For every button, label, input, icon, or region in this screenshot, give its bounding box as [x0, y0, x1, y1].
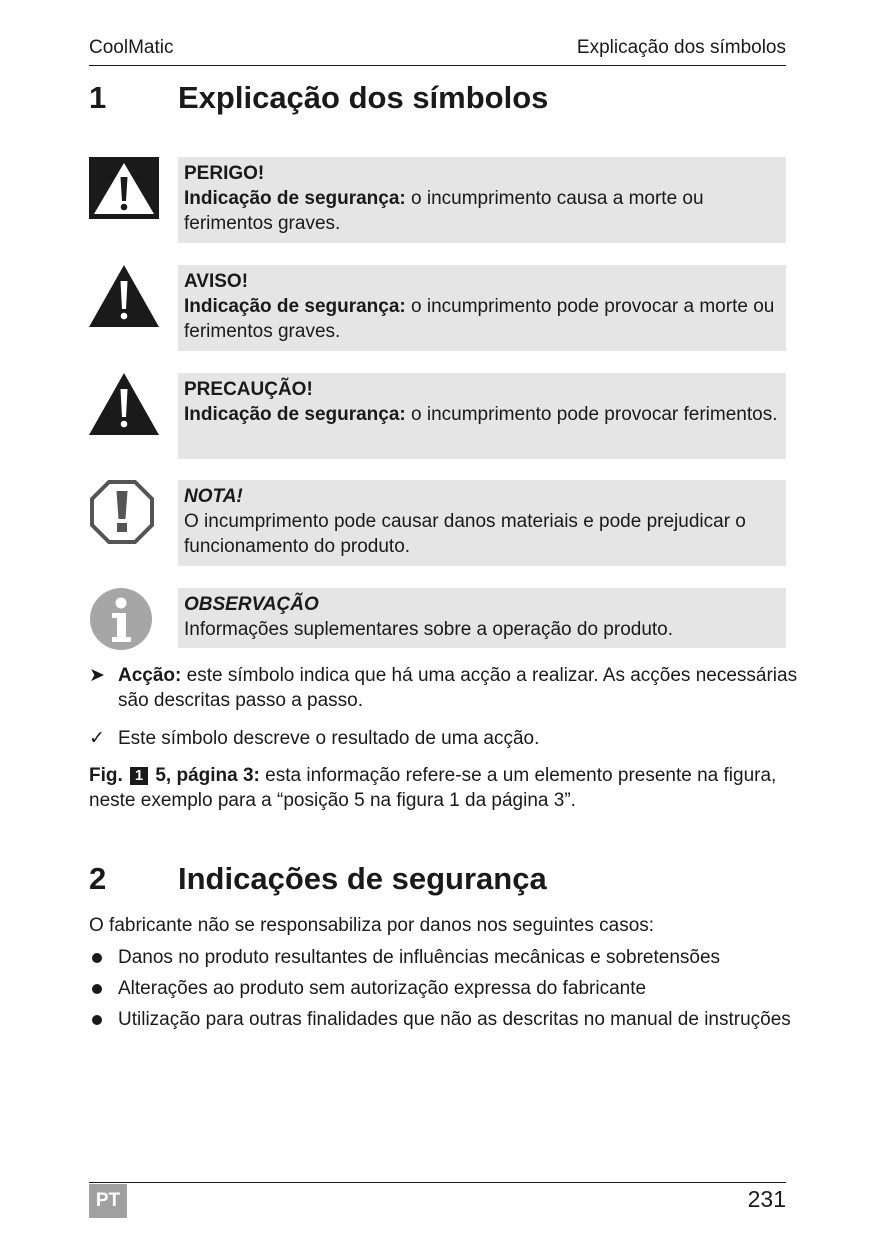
page-number: 231: [747, 1186, 786, 1212]
list-item-text: Alterações ao produto sem autorização expressa do fabricante: [118, 978, 647, 999]
figure-number-badge: 1: [130, 767, 148, 785]
info-circle-icon: [89, 587, 153, 651]
bullet-icon: [92, 984, 102, 994]
warning-title: AVISO!: [184, 271, 249, 292]
danger-title: PERIGO!: [184, 163, 265, 184]
language-badge: PT: [89, 1184, 127, 1218]
bullet-icon: [92, 1015, 102, 1025]
action-paragraph: [89, 663, 815, 713]
list-item: [89, 976, 815, 1001]
figref-text: esta informação refere-se a um elemento presente na figura, neste exemplo para a “posição 5 na figura 1 da página 3”.: [89, 765, 777, 811]
info-note-box: [178, 588, 786, 648]
caution-title: PRECAUÇÃO!: [184, 379, 313, 400]
bullet-icon: [92, 953, 102, 963]
section-2-intro: O fabricante não se responsabiliza por danos nos seguintes casos:: [89, 915, 655, 936]
result-paragraph: [89, 726, 815, 751]
arrow-right-icon: ➤: [89, 665, 105, 686]
action-text: este símbolo indica que há uma acção a realizar. As acções necessárias são descritas passo a passo.: [118, 665, 798, 711]
section-1-title: Explicação dos símbolos: [178, 80, 549, 115]
section-1-number: 1: [89, 80, 107, 115]
notice-octagon-icon: [89, 479, 155, 545]
header-section-name: Explicação dos símbolos: [576, 37, 786, 58]
danger-note-box: [178, 157, 786, 243]
notice-note-box: [178, 480, 786, 566]
list-item: [89, 945, 815, 970]
figref-label-prefix: Fig.: [89, 765, 123, 786]
checkmark-icon: ✓: [89, 728, 105, 749]
list-item: [89, 1007, 815, 1032]
section-2-title: Indicações de segurança: [178, 861, 547, 896]
caution-label: Indicação de segurança:: [184, 404, 406, 425]
caution-note-box: [178, 373, 786, 459]
figure-reference-paragraph: [89, 763, 786, 813]
list-item-text: Utilização para outras finalidades que não as descritas no manual de instruções: [118, 1009, 791, 1030]
info-text: Informações suplementares sobre a operação do produto.: [184, 619, 674, 640]
section-2-number: 2: [89, 861, 107, 896]
notice-text: O incumprimento pode causar danos materiais e pode prejudicar o funcionamento do produto.: [184, 511, 746, 557]
danger-text: o incumprimento causa a morte ou ferimentos graves.: [184, 188, 704, 234]
warning-note-box: [178, 265, 786, 351]
header-product-name: CoolMatic: [89, 37, 174, 58]
warning-text: o incumprimento pode provocar a morte ou ferimentos graves.: [184, 296, 775, 342]
warning-label: Indicação de segurança:: [184, 296, 406, 317]
warning-triangle-icon: [89, 265, 159, 327]
notice-title: NOTA!: [184, 486, 243, 507]
caution-triangle-icon: [89, 373, 159, 435]
footer-divider: [89, 1182, 786, 1183]
caution-text: o incumprimento pode provocar ferimentos.: [405, 404, 778, 425]
figref-label-suffix: 5, página 3:: [150, 765, 260, 786]
result-text: Este símbolo descreve o resultado de uma acção.: [118, 728, 540, 749]
danger-label: Indicação de segurança:: [184, 188, 406, 209]
list-item-text: Danos no produto resultantes de influências mecânicas e sobretensões: [118, 947, 721, 968]
danger-warning-icon: [89, 157, 159, 219]
info-title: OBSERVAÇÃO: [184, 594, 319, 615]
action-label: Acção:: [118, 665, 182, 686]
page-header: [89, 37, 786, 66]
